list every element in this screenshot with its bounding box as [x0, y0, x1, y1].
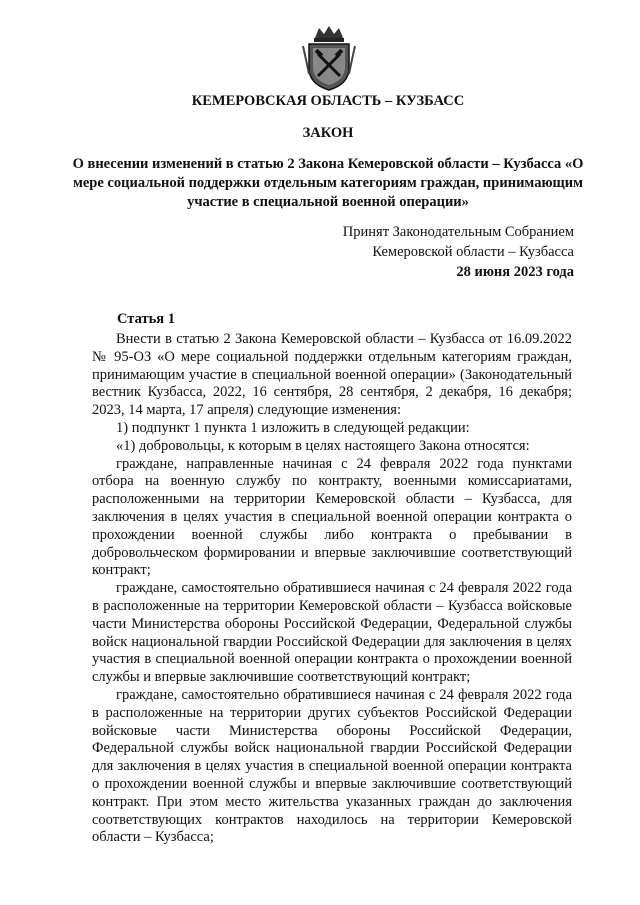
- adoption-line-2: Кемеровской области – Кузбасса: [372, 244, 574, 260]
- paragraph: Внести в статью 2 Закона Кемеровской области – Кузбасса от 16.09.2022 № 95-ОЗ «О мере социальной поддержки отдельным категориям граждан, принимающим участие в специальной военной операции» (Законодательный вестник Кузбасса, 2022, 16 сентября, 28 сентября, 2 декабря, 16 декабря; 2023, 14 марта, 17 апреля) следующие изменения:: [92, 331, 572, 419]
- paragraph: «1) добровольцы, к которым в целях настоящего Закона относятся:: [116, 437, 530, 454]
- law-title: О внесении изменений в статью 2 Закона Кемеровской области – Кузбасса «О мере социальной поддержки отдельным категориям граждан, принимающим участие в специальной военной операции»: [72, 156, 584, 210]
- region-heading: КЕМЕРОВСКАЯ ОБЛАСТЬ – КУЗБАСС: [191, 93, 465, 109]
- paragraph: граждане, самостоятельно обратившиеся начиная с 24 февраля 2022 года в расположенные на территории других субъектов Российской Федерации войсковые части Министерства обороны Российской Федерации, Федеральной службы войск национальной гвардии Российской Федерации для заключения в целях участия в специальной военной операции контракта о прохождении военной службы и впервые заключившие соответствующий контракт. При этом место жительства указанных граждан до заключения соответствующих контрактов находилось на территории Кемеровской области – Кузбасса;: [92, 686, 572, 846]
- article-heading: Статья 1: [117, 311, 175, 327]
- adoption-line-1: Принят Законодательным Собранием: [342, 224, 574, 240]
- paragraph: граждане, самостоятельно обратившиеся начиная с 24 февраля 2022 года в расположенные на территории Кемеровской области – Кузбасса войсковые части Министерства обороны Российской Федерации, Федеральной службы войск национальной гвардии Российской Федерации для заключения в целях участия в специальной военной операции контракта о прохождении военной службы и впервые заключившие соответствующий контракт;: [92, 580, 572, 686]
- adoption-block: [343, 222, 574, 282]
- adoption-date: 28 июня 2023 года: [456, 264, 574, 280]
- coat-of-arms-icon: [301, 24, 357, 92]
- paragraph: 1) подпункт 1 пункта 1 изложить в следующей редакции:: [116, 419, 470, 436]
- paragraph: граждане, направленные начиная с 24 февраля 2022 года пунктами отбора на военную службу по контракту, военными комиссариатами, расположенными на территории Кемеровской области – Кузбасса, для заключения в целях участия в специальной военной операции контракта о прохождении военной службы либо контракта о пребывании в добровольческом формировании и впервые заключившие соответствующий контракт;: [92, 455, 572, 579]
- document-type: ЗАКОН: [302, 125, 354, 141]
- article-body: [92, 331, 572, 847]
